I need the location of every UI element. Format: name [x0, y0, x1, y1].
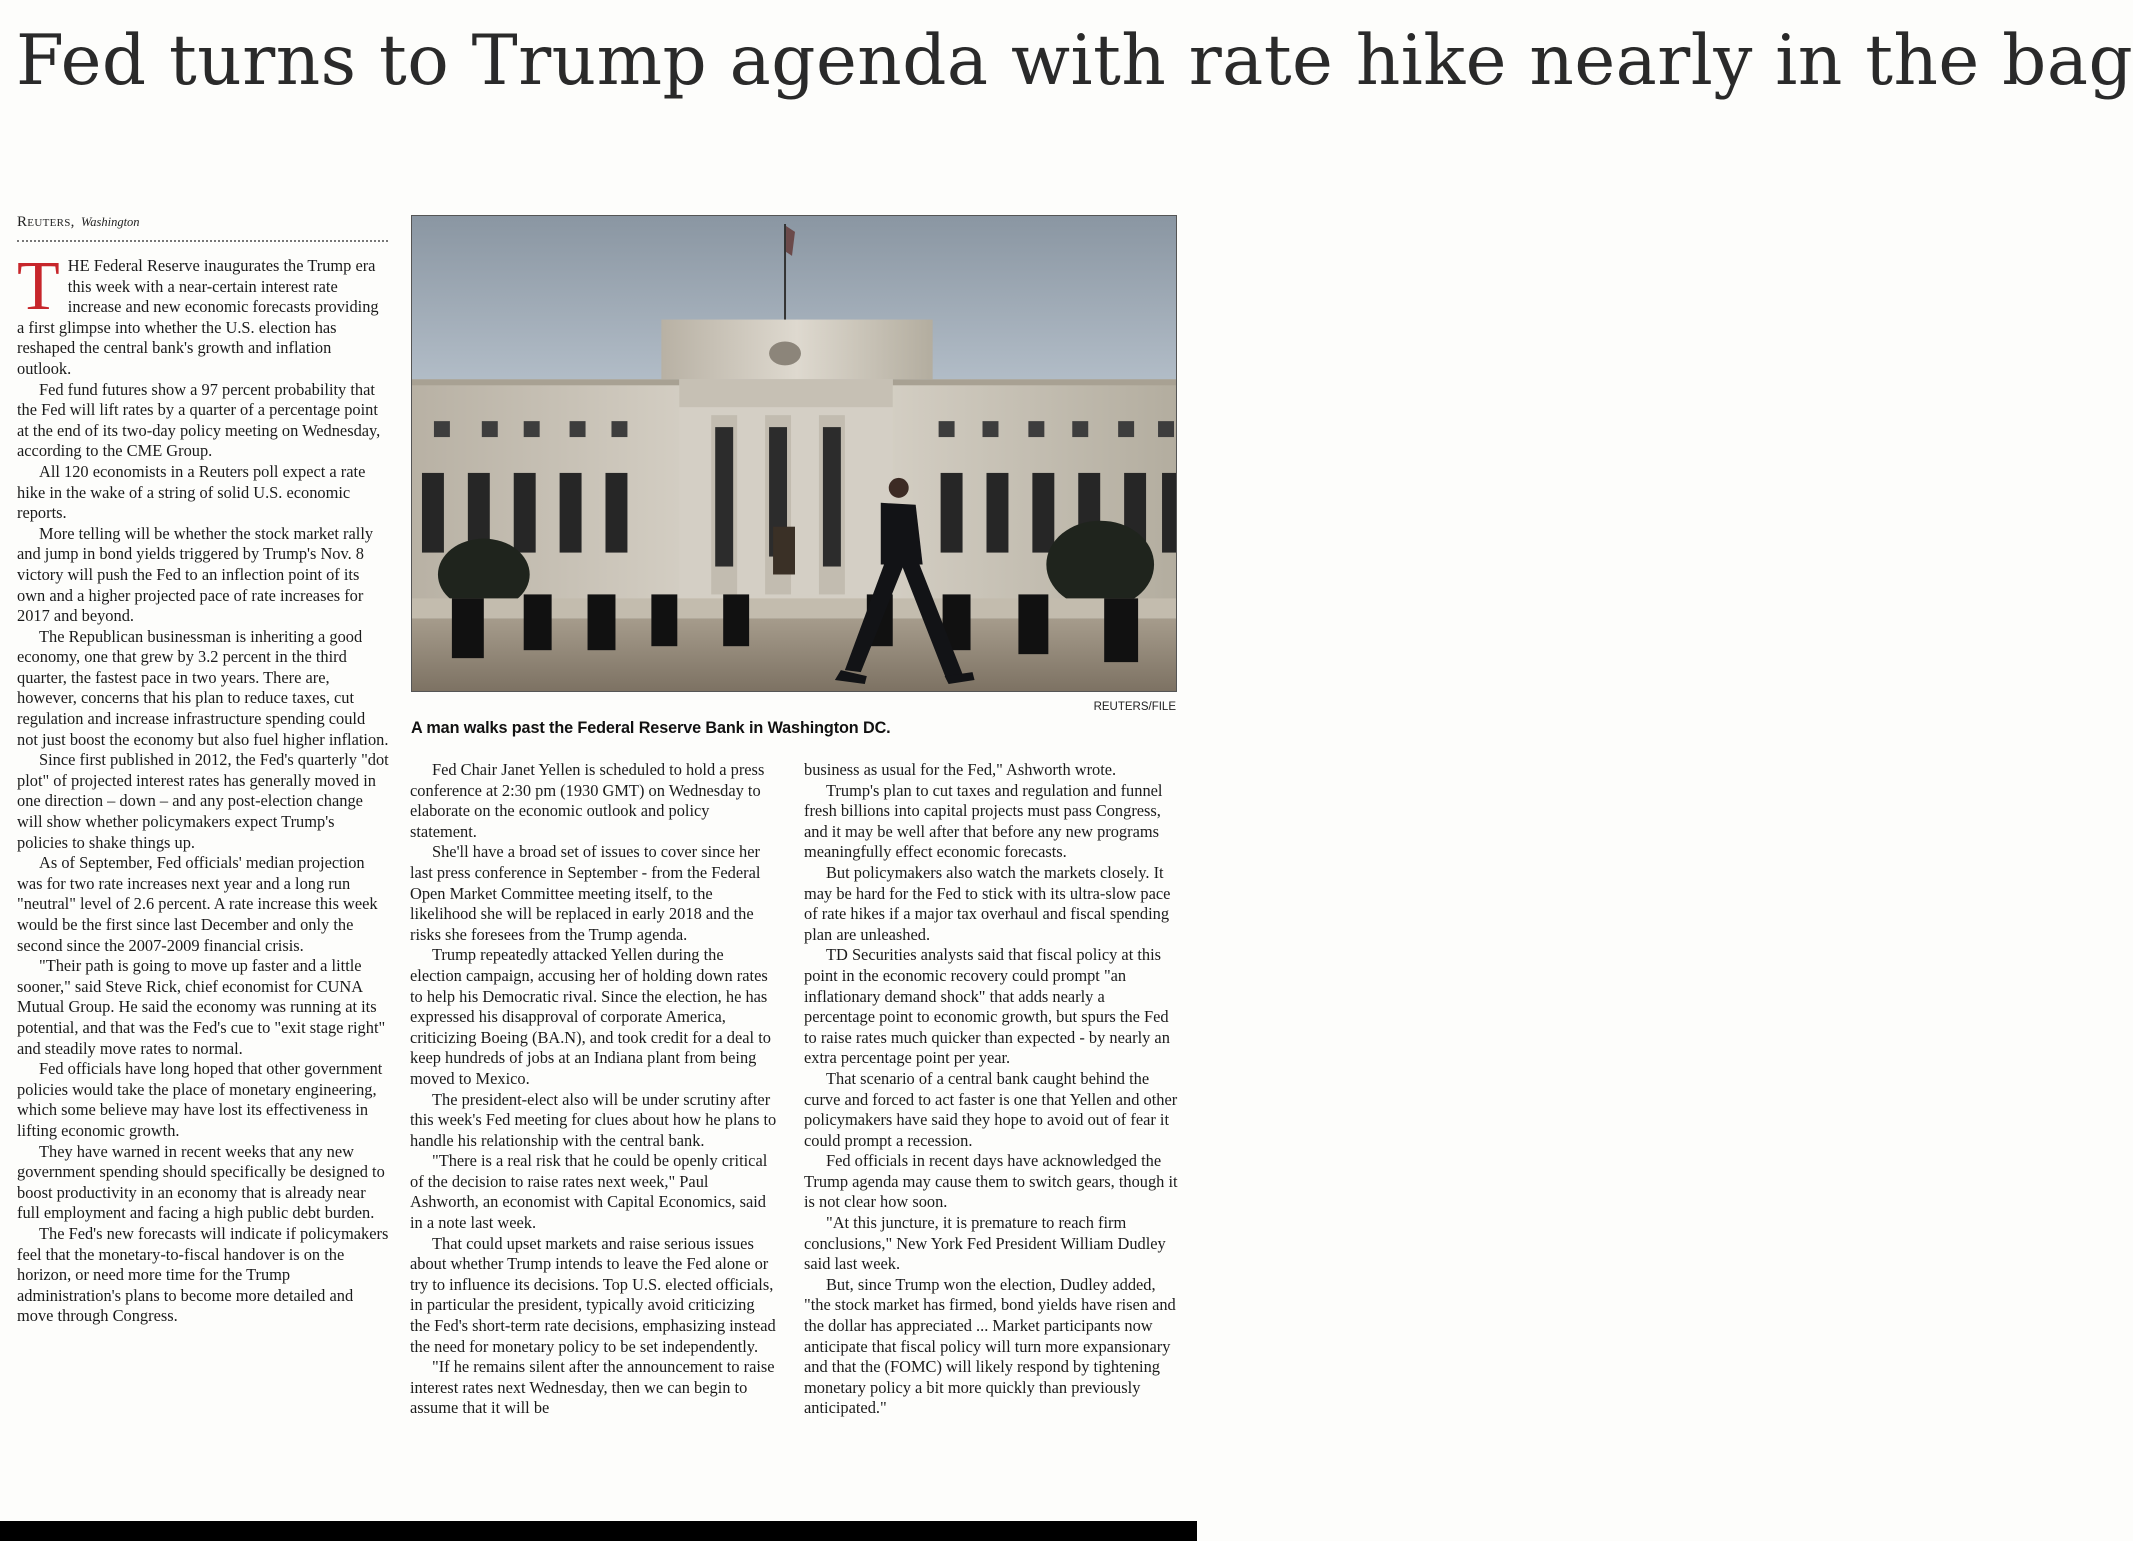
paragraph: Trump repeatedly attacked Yellen during the election campaign, accusing her of holding down rates to help his Democratic rival. Since the election, he has expressed his disapproval of corporate America, criticizing Boeing (BA.N), and took credit for a deal to keep hundreds of jobs at an Indiana plant from being moved to Mexico.: [410, 945, 771, 1088]
paragraph-continuation: business as usual for the Fed," Ashworth wrote.: [804, 760, 1117, 779]
photo-caption: A man walks past the Federal Reserve Bank in Washington DC.: [411, 719, 891, 737]
paragraph: As of September, Fed officials' median projection was for two rate increases next year and a long run "neutral" level of 2.6 percent. A rate increase this week would be the first since last December and only the second since the 2007-2009 financial crisis.: [17, 853, 378, 955]
paragraph: That scenario of a central bank caught behind the curve and forced to act faster is one that Yellen and other policymakers have said they hope to avoid out of fear it could prompt a recession.: [804, 1068, 1178, 1150]
paragraph: More telling will be whether the stock market rally and jump in bond yields triggered by Trump's Nov. 8 victory will push the Fed to an inflection point of its own and a higher projected pace of rate increases for 2017 and beyond.: [17, 523, 374, 626]
paragraph: Fed officials have long hoped that other government policies would take the place of monetary engineering, which some believe may have lost its effectiveness in lifting economic growth.: [17, 1059, 383, 1140]
paragraph: The president-elect also will be under scrutiny after this week's Fed meeting for clues about how he plans to handle his relationship with the central bank.: [410, 1089, 777, 1150]
photo-credit: REUTERS/FILE: [1093, 701, 1176, 713]
drop-cap: T: [17, 248, 60, 325]
paragraph: "There is a real risk that he could be openly critical of the decision to raise rates next week," Paul Ashworth, an economist with Capital Economics, said in a note last week.: [410, 1151, 768, 1233]
article-column-2: [410, 760, 777, 1419]
article-column-1: [17, 248, 389, 1327]
byline-divider: [17, 240, 388, 242]
lead-paragraph: [17, 248, 389, 380]
page-bottom-edge: [0, 1521, 1197, 1541]
paragraph: Fed fund futures show a 97 percent probability that the Fed will lift rates by a quarter of a percentage point at the end of its two-day policy meeting on Wednesday, according to the CME Group.: [17, 379, 381, 461]
paragraph: Fed officials in recent days have acknowledged the Trump agenda may cause them to switch gears, though it is not clear how soon.: [804, 1151, 1178, 1212]
paragraph: That could upset markets and raise serious issues about whether Trump intends to leave the Fed alone or try to influence its decisions. Top U.S. elected officials, in particular the president, typically avoid criticizing the Fed's short-term rate decisions, emphasizing instead the need for monetary policy to be set independently.: [410, 1233, 776, 1356]
paragraph: The Fed's new forecasts will indicate if policymakers feel that the monetary-to-fiscal handover is on the horizon, or need more time for the Trump administration's plans to become more detailed and move through Congress.: [17, 1223, 389, 1326]
paragraph: Since first published in 2012, the Fed's quarterly "dot plot" of projected interest rates has generally moved in one direction – down – and any post-election change will show whether policymakers expect Trump's policies to shake things up.: [17, 750, 389, 852]
lead-paragraph-text: HE Federal Reserve inaugurates the Trump era this week with a near-certain interest rate increase and new economic forecasts providing a first glimpse into whether the U.S. election has reshaped the central bank's growth and inflation outlook.: [17, 256, 379, 378]
article-column-3: [804, 760, 1178, 1419]
federal-reserve-photo: [411, 215, 1177, 692]
headline: Fed turns to Trump agenda with rate hike nearly in the bag: [16, 21, 2133, 101]
paragraph: The Republican businessman is inheriting a good economy, one that grew by 3.2 percent in the third quarter, the fastest pace in two years. There are, however, concerns that his plan to reduce taxes, cut regulation and increase infrastructure spending could not just boost the economy but also fuel higher inflation.: [17, 626, 389, 749]
paragraph: Trump's plan to cut taxes and regulation and funnel fresh billions into capital projects must pass Congress, and it may be well after that before any new programs meaningfully effect economic forecasts.: [804, 780, 1163, 862]
paragraph: She'll have a broad set of issues to cover since her last press conference in September - from the Federal Open Market Committee meeting itself, to the likelihood she will be replaced in early 2018 and the risks she foresees from the Trump agenda.: [410, 842, 761, 944]
paragraph: They have warned in recent weeks that any new government spending should specifically be designed to boost productivity in an economy that is already near full employment and facing a high public debt burden.: [17, 1141, 385, 1223]
paragraph: Fed Chair Janet Yellen is scheduled to hold a press conference at 2:30 pm (1930 GMT) on Wednesday to elaborate on the economic outlook and policy statement.: [410, 760, 765, 841]
paragraph: But, since Trump won the election, Dudley added, "the stock market has firmed, bond yields have risen and the dollar has appreciated ... Market participants now anticipate that fiscal policy will turn more expansionary and that the (FOMC) will likely respond by tightening monetary policy a bit more quickly than previously anticipated.": [804, 1274, 1176, 1418]
byline-agency: Reuters,: [17, 214, 75, 230]
paragraph: All 120 economists in a Reuters poll expect a rate hike in the wake of a string of solid U.S. economic reports.: [17, 461, 366, 523]
paragraph: "Their path is going to move up faster and a little sooner," said Steve Rick, chief economist for CUNA Mutual Group. He said the economy was running at its potential, and that was the Fed's cue to "exit stage right" and steadily move rates to normal.: [17, 956, 386, 1058]
byline-dateline: Washington: [80, 215, 140, 229]
byline: [17, 214, 140, 231]
paragraph: "If he remains silent after the announcement to raise interest rates next Wednesday, then we can begin to assume that it will be: [410, 1357, 775, 1418]
paragraph: TD Securities analysts said that fiscal policy at this point in the economic recovery could prompt "an inflationary demand shock" that adds nearly a percentage point to economic growth, but spurs the Fed to raise rates much quicker than expected - by nearly an extra percentage point per year.: [804, 945, 1170, 1068]
paragraph: "At this juncture, it is premature to reach firm conclusions," New York Fed President William Dudley said last week.: [804, 1213, 1166, 1274]
paragraph: But policymakers also watch the markets closely. It may be hard for the Fed to stick with its ultra-slow pace of rate hikes if a major tax overhaul and fiscal spending plan are unleashed.: [804, 862, 1171, 944]
